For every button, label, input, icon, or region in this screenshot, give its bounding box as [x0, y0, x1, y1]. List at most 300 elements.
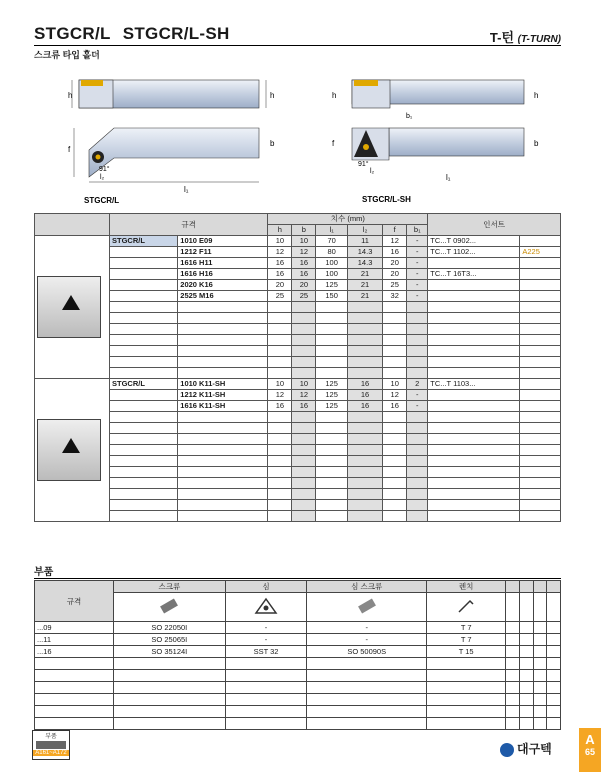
dim-h: [268, 324, 292, 335]
spec-code: 2020 K16: [178, 280, 268, 291]
parts-shim-screw: -: [307, 634, 427, 646]
dim-l2: [347, 335, 382, 346]
table-row: [35, 247, 561, 258]
parts-spec: ...16: [35, 646, 114, 658]
parts-shim-screw: [307, 706, 427, 718]
table-row: [35, 313, 561, 324]
dim-header: h: [268, 225, 292, 236]
group-name: [110, 357, 178, 368]
dim-l1: [316, 346, 348, 357]
insert-code: [428, 291, 520, 302]
dim-h: 16: [268, 258, 292, 269]
dim-h-right-top-r: h: [534, 91, 539, 100]
dim-l1: 80: [316, 247, 348, 258]
dim-f: [383, 423, 407, 434]
dim-header: l₁: [316, 225, 348, 236]
insert-ref: [520, 236, 561, 247]
shim-screw-icon: [307, 593, 427, 622]
dim-l2: 16: [347, 390, 382, 401]
parts-table-wrap: [34, 580, 561, 730]
parts-shim: [225, 718, 307, 730]
table-row: [35, 706, 561, 718]
group-name: [110, 401, 178, 412]
dim-l2: [347, 467, 382, 478]
dim-h: 10: [268, 379, 292, 390]
parts-wrench: [427, 718, 506, 730]
badge-tool-icon: [36, 741, 66, 749]
dim-l2: [347, 302, 382, 313]
dim-h: 10: [268, 236, 292, 247]
parts-spec: [35, 682, 114, 694]
dim-b1: [407, 423, 428, 434]
dim-header: l₂: [347, 225, 382, 236]
dim-f: [383, 478, 407, 489]
dim-l2-right: l₂: [370, 168, 375, 175]
dim-b1: [407, 467, 428, 478]
parts-wrench: T 7: [427, 634, 506, 646]
dim-l1: 125: [316, 280, 348, 291]
dim-l2: 14.3: [347, 247, 382, 258]
spec-col-insert: 인서트: [428, 214, 561, 236]
group-name: [110, 489, 178, 500]
group-name: [110, 280, 178, 291]
spec-code: [178, 346, 268, 357]
spec-code: 2525 M16: [178, 291, 268, 302]
insert-code: [428, 500, 520, 511]
group-name: [110, 368, 178, 379]
dim-h: [268, 346, 292, 357]
insert-code: [428, 324, 520, 335]
parts-badge: [32, 730, 70, 760]
insert-ref: [520, 467, 561, 478]
table-row: [35, 401, 561, 412]
parts-spec: [35, 658, 114, 670]
dim-l2: 21: [347, 269, 382, 280]
dim-b-left: b: [270, 139, 275, 148]
dim-h: [268, 423, 292, 434]
table-row: [35, 434, 561, 445]
spec-code: 1616 K11-SH: [178, 401, 268, 412]
page-number: 65: [584, 747, 595, 757]
insert-code: [428, 434, 520, 445]
drawing-area: [34, 62, 561, 212]
dim-b1: -: [407, 258, 428, 269]
dim-b: [292, 445, 316, 456]
dim-f: 10: [383, 379, 407, 390]
dim-b: [292, 456, 316, 467]
brand-logo: (T-TURN): [517, 34, 561, 45]
dim-f: 20: [383, 269, 407, 280]
parts-wrench: [427, 706, 506, 718]
insert-ref: [520, 335, 561, 346]
spec-code: [178, 313, 268, 324]
dim-h: [268, 412, 292, 423]
insert-code: [428, 357, 520, 368]
group-name: [110, 434, 178, 445]
dim-l2: [347, 434, 382, 445]
dim-l2: [347, 313, 382, 324]
dim-l2: [347, 346, 382, 357]
caption-left: STGCR/L: [84, 196, 120, 205]
dim-l2: [347, 478, 382, 489]
dim-h: [268, 302, 292, 313]
insert-code: TC...T 0902...: [428, 236, 520, 247]
dim-l1: 70: [316, 236, 348, 247]
spec-col-spec: 규격: [110, 214, 268, 236]
dim-l2: [347, 500, 382, 511]
parts-shim: [225, 682, 307, 694]
dim-h: [268, 456, 292, 467]
dim-b1: [407, 500, 428, 511]
parts-spec: [35, 694, 114, 706]
dim-b: 16: [292, 269, 316, 280]
dim-h-right: h: [270, 91, 275, 100]
parts-wrench: [427, 658, 506, 670]
wrench-icon: [427, 593, 506, 622]
dim-b1: -: [407, 247, 428, 258]
spec-table-body: [35, 236, 561, 522]
dim-f: [383, 456, 407, 467]
insert-ref: [520, 456, 561, 467]
parts-wrench: T 7: [427, 622, 506, 634]
title-rule: [34, 45, 561, 46]
parts-shim-screw: [307, 658, 427, 670]
insert-code: [428, 258, 520, 269]
dim-h-left: h: [68, 91, 73, 100]
dim-b: [292, 500, 316, 511]
spec-col-dims: 치수 (mm): [268, 214, 428, 225]
dim-l2: [347, 511, 382, 522]
insert-code: [428, 456, 520, 467]
table-row: [35, 291, 561, 302]
parts-shim-screw: [307, 694, 427, 706]
table-row: [35, 324, 561, 335]
parts-empty: [506, 682, 520, 694]
parts-shim: -: [225, 622, 307, 634]
parts-heading: 부품: [34, 567, 54, 578]
dim-f: 16: [383, 401, 407, 412]
dim-b1: [407, 346, 428, 357]
parts-empty: [506, 694, 520, 706]
insert-ref: [520, 489, 561, 500]
parts-screw: [114, 682, 226, 694]
dim-l2: 14.3: [347, 258, 382, 269]
parts-empty: [519, 646, 533, 658]
dim-l2: 21: [347, 280, 382, 291]
parts-shim: [225, 658, 307, 670]
insert-code: [428, 280, 520, 291]
table-row: [35, 670, 561, 682]
dim-b1: [407, 478, 428, 489]
badge-ref: A161~A172: [33, 750, 69, 756]
insert-code: [428, 478, 520, 489]
dim-b: 10: [292, 236, 316, 247]
insert-ref: [520, 258, 561, 269]
company-name: 대구텍: [517, 742, 552, 756]
table-row: [35, 694, 561, 706]
dim-h: [268, 434, 292, 445]
dim-b: [292, 368, 316, 379]
insert-code: TC...T 1102...: [428, 247, 520, 258]
dim-f: [383, 500, 407, 511]
parts-screw: [114, 670, 226, 682]
spec-code: 1616 H11: [178, 258, 268, 269]
table-row: [35, 280, 561, 291]
dim-h: [268, 511, 292, 522]
dim-b: [292, 335, 316, 346]
parts-shim-screw: -: [307, 622, 427, 634]
table-row: [35, 236, 561, 247]
parts-empty: [506, 706, 520, 718]
right-side-view: [352, 128, 524, 160]
dim-h: [268, 489, 292, 500]
spec-code: [178, 445, 268, 456]
table-row: [35, 646, 561, 658]
parts-empty: [533, 682, 547, 694]
caption-right: STGCR/L-SH: [362, 195, 411, 204]
parts-shim-screw: SO 50090S: [307, 646, 427, 658]
dim-header: b₁: [407, 225, 428, 236]
dim-b1: -: [407, 401, 428, 412]
dim-f: [383, 313, 407, 324]
insert-code: [428, 313, 520, 324]
dim-h: 16: [268, 401, 292, 412]
dim-h: [268, 335, 292, 346]
dim-b1: [407, 368, 428, 379]
spec-code: [178, 302, 268, 313]
spec-code: 1212 F11: [178, 247, 268, 258]
insert-ref: [520, 445, 561, 456]
group-name: STGCR/L: [110, 236, 178, 247]
parts-shim: [225, 670, 307, 682]
insert-ref: [520, 412, 561, 423]
insert-ref: [520, 434, 561, 445]
parts-empty: [547, 646, 561, 658]
dim-l1: 125: [316, 401, 348, 412]
insert-ref: [520, 478, 561, 489]
dim-b1: [407, 434, 428, 445]
parts-empty: [533, 622, 547, 634]
dim-header: f: [383, 225, 407, 236]
dim-l1: 100: [316, 269, 348, 280]
parts-empty: [547, 718, 561, 730]
spec-code: 1010 K11-SH: [178, 379, 268, 390]
insert-code: [428, 467, 520, 478]
insert-ref: [520, 500, 561, 511]
spec-code: [178, 500, 268, 511]
parts-empty: [519, 658, 533, 670]
parts-wrench: [427, 694, 506, 706]
table-row: [35, 622, 561, 634]
parts-wrench: [427, 670, 506, 682]
spec-code: [178, 335, 268, 346]
dim-b: [292, 324, 316, 335]
group-name: [110, 500, 178, 511]
left-top-view: [72, 80, 266, 108]
spec-table-wrap: [34, 213, 561, 522]
dim-l2: 16: [347, 379, 382, 390]
group-name: [110, 258, 178, 269]
parts-empty: [519, 622, 533, 634]
dim-h: 20: [268, 280, 292, 291]
insert-code: [428, 346, 520, 357]
group-name: [110, 269, 178, 280]
spec-code: [178, 478, 268, 489]
parts-screw: SO 35124I: [114, 646, 226, 658]
parts-empty: [547, 634, 561, 646]
dim-f: 12: [383, 236, 407, 247]
group-name: [110, 467, 178, 478]
dim-b1-right: b₁: [406, 113, 413, 120]
dim-l1: [316, 489, 348, 500]
dim-b1: [407, 456, 428, 467]
dim-f: 20: [383, 258, 407, 269]
parts-empty: [506, 658, 520, 670]
dim-f: [383, 445, 407, 456]
parts-spec: [35, 670, 114, 682]
dim-h: [268, 467, 292, 478]
dim-b: [292, 302, 316, 313]
dim-h: [268, 357, 292, 368]
parts-spec: ...09: [35, 622, 114, 634]
dim-b1: -: [407, 291, 428, 302]
group-name: [110, 291, 178, 302]
dim-l2: 16: [347, 401, 382, 412]
dim-l1: [316, 467, 348, 478]
dim-b-right: b: [534, 139, 539, 148]
dim-b1: [407, 489, 428, 500]
parts-shim-screw: [307, 682, 427, 694]
shim-icon: [225, 593, 307, 622]
dim-f: [383, 489, 407, 500]
dim-f: 32: [383, 291, 407, 302]
dim-b: 12: [292, 390, 316, 401]
group-name: [110, 313, 178, 324]
group-name: [110, 390, 178, 401]
parts-empty: [506, 622, 520, 634]
section-letter: A: [585, 732, 595, 747]
dim-f: [383, 335, 407, 346]
parts-spec: [35, 706, 114, 718]
group-name: [110, 346, 178, 357]
right-top-view: [352, 80, 524, 108]
dim-b1: [407, 412, 428, 423]
insert-code: [428, 489, 520, 500]
dim-f: 16: [383, 247, 407, 258]
table-row: [35, 682, 561, 694]
spec-code: [178, 412, 268, 423]
badge-label: 부품: [45, 734, 57, 740]
insert-code: [428, 302, 520, 313]
spec-code: 1212 K11-SH: [178, 390, 268, 401]
insert-ref: [520, 280, 561, 291]
insert-ref: [520, 368, 561, 379]
dim-b1: 2: [407, 379, 428, 390]
insert-code: [428, 390, 520, 401]
table-row: [35, 658, 561, 670]
dim-h-right-top-l: h: [332, 91, 337, 100]
spec-code: [178, 357, 268, 368]
table-row: [35, 423, 561, 434]
parts-empty: [506, 718, 520, 730]
insert-code: TC...T 1103...: [428, 379, 520, 390]
table-row: [35, 346, 561, 357]
table-row: [35, 489, 561, 500]
parts-empty: [533, 634, 547, 646]
dim-b: 25: [292, 291, 316, 302]
parts-empty: [547, 682, 561, 694]
dim-h: [268, 478, 292, 489]
parts-wrench: T 15: [427, 646, 506, 658]
dim-h: [268, 368, 292, 379]
table-row: [35, 390, 561, 401]
table-row: [35, 478, 561, 489]
dim-f: [383, 368, 407, 379]
table-row: [35, 445, 561, 456]
table-row: [35, 302, 561, 313]
table-row: [35, 379, 561, 390]
parts-col-screw: 스크류: [114, 581, 226, 593]
parts-empty: [533, 658, 547, 670]
parts-spec: ...11: [35, 634, 114, 646]
insert-ref: [520, 269, 561, 280]
dim-h: [268, 500, 292, 511]
parts-table: [34, 580, 561, 730]
group-name: [110, 423, 178, 434]
dim-l1: 150: [316, 291, 348, 302]
dim-h: 12: [268, 247, 292, 258]
angle-right: 91°: [358, 161, 369, 168]
dim-b: 20: [292, 280, 316, 291]
dim-l2-left: l₂: [100, 174, 105, 181]
dim-f: 12: [383, 390, 407, 401]
dim-b: [292, 346, 316, 357]
table-row: [35, 335, 561, 346]
table-row: [35, 357, 561, 368]
dim-l2: [347, 357, 382, 368]
dim-h: 16: [268, 269, 292, 280]
insert-ref: [520, 313, 561, 324]
parts-shim: -: [225, 634, 307, 646]
dim-l1: [316, 456, 348, 467]
dim-b: [292, 511, 316, 522]
dim-h: 12: [268, 390, 292, 401]
parts-screw: [114, 718, 226, 730]
dim-b: 12: [292, 247, 316, 258]
parts-empty: [547, 658, 561, 670]
dim-b: [292, 313, 316, 324]
dim-f: 25: [383, 280, 407, 291]
dim-l2: [347, 456, 382, 467]
dim-l2: [347, 368, 382, 379]
parts-empty: [519, 634, 533, 646]
dim-f: [383, 346, 407, 357]
dim-l2: [347, 412, 382, 423]
dim-b1: [407, 335, 428, 346]
group-name: [110, 412, 178, 423]
table-row: [35, 258, 561, 269]
parts-empty: [533, 718, 547, 730]
spec-code: [178, 423, 268, 434]
dim-l1: [316, 368, 348, 379]
spec-code: [178, 511, 268, 522]
dim-l1-left: l₁: [184, 185, 189, 194]
table-row: [35, 718, 561, 730]
dim-b1: [407, 511, 428, 522]
parts-empty: [519, 682, 533, 694]
insert-ref: [520, 423, 561, 434]
spec-code: [178, 368, 268, 379]
